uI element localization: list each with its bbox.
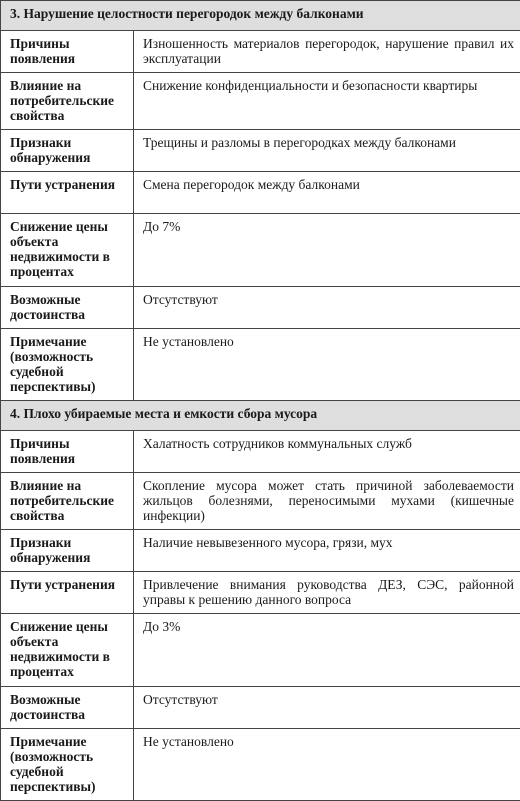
row-value: До 7%: [134, 214, 520, 287]
row-label: Снижение цены объекта недвижимости в процентах: [1, 614, 134, 687]
table-row: [1, 572, 520, 614]
row-label: Причины появления: [1, 31, 134, 73]
row-label: Влияние на потребительские свойства: [1, 473, 134, 530]
row-value: Не установлено: [134, 729, 520, 801]
row-value: Привлечение внимания руководства ДЕЗ, СЭС, районной управы к решению данного вопроса: [134, 572, 520, 614]
table-row: [1, 729, 520, 801]
row-label: Возможные достоинства: [1, 287, 134, 329]
section-title: 3. Нарушение целостности перегородок между балконами: [1, 1, 520, 31]
row-label: Признаки обнаружения: [1, 530, 134, 572]
row-value: Трещины и разломы в перегородках между балконами: [134, 130, 520, 172]
row-label: Примечание (возможность судебной перспективы): [1, 329, 134, 401]
row-value: Смена перегородок между балконами: [134, 172, 520, 214]
table-row: [1, 214, 520, 287]
row-label: Пути устранения: [1, 172, 134, 214]
row-value: Наличие невывезенного мусора, грязи, мух: [134, 530, 520, 572]
row-label: Пути устранения: [1, 572, 134, 614]
row-label: Снижение цены объекта недвижимости в процентах: [1, 214, 134, 287]
table-row: [1, 614, 520, 687]
section-title: 4. Плохо убираемые места и емкости сбора мусора: [1, 401, 520, 431]
table-row: [1, 31, 520, 73]
row-value: Скопление мусора может стать причиной заболеваемости жильцов болезнями, переносимыми мухами (кишечные инфекции): [134, 473, 520, 530]
table-row: [1, 431, 520, 473]
row-value: Изношенность материалов перегородок, нарушение правил их эксплуатации: [134, 31, 520, 73]
row-label: Влияние на потребительские свойства: [1, 73, 134, 130]
table-row: [1, 530, 520, 572]
section-header-row: [1, 1, 520, 31]
table-row: [1, 73, 520, 130]
row-value: Не установлено: [134, 329, 520, 401]
table-row: [1, 687, 520, 729]
table-row: [1, 287, 520, 329]
table-row: [1, 473, 520, 530]
section-header-row: [1, 401, 520, 431]
row-value: Снижение конфиденциальности и безопасности квартиры: [134, 73, 520, 130]
table-row: [1, 172, 520, 214]
row-label: Примечание (возможность судебной перспективы): [1, 729, 134, 801]
table-row: [1, 329, 520, 401]
row-value: Халатность сотрудников коммунальных служб: [134, 431, 520, 473]
row-label: Возможные достоинства: [1, 687, 134, 729]
row-value: Отсутствуют: [134, 287, 520, 329]
row-value: Отсутствуют: [134, 687, 520, 729]
table-row: [1, 130, 520, 172]
row-value: До 3%: [134, 614, 520, 687]
row-label: Причины появления: [1, 431, 134, 473]
row-label: Признаки обнаружения: [1, 130, 134, 172]
